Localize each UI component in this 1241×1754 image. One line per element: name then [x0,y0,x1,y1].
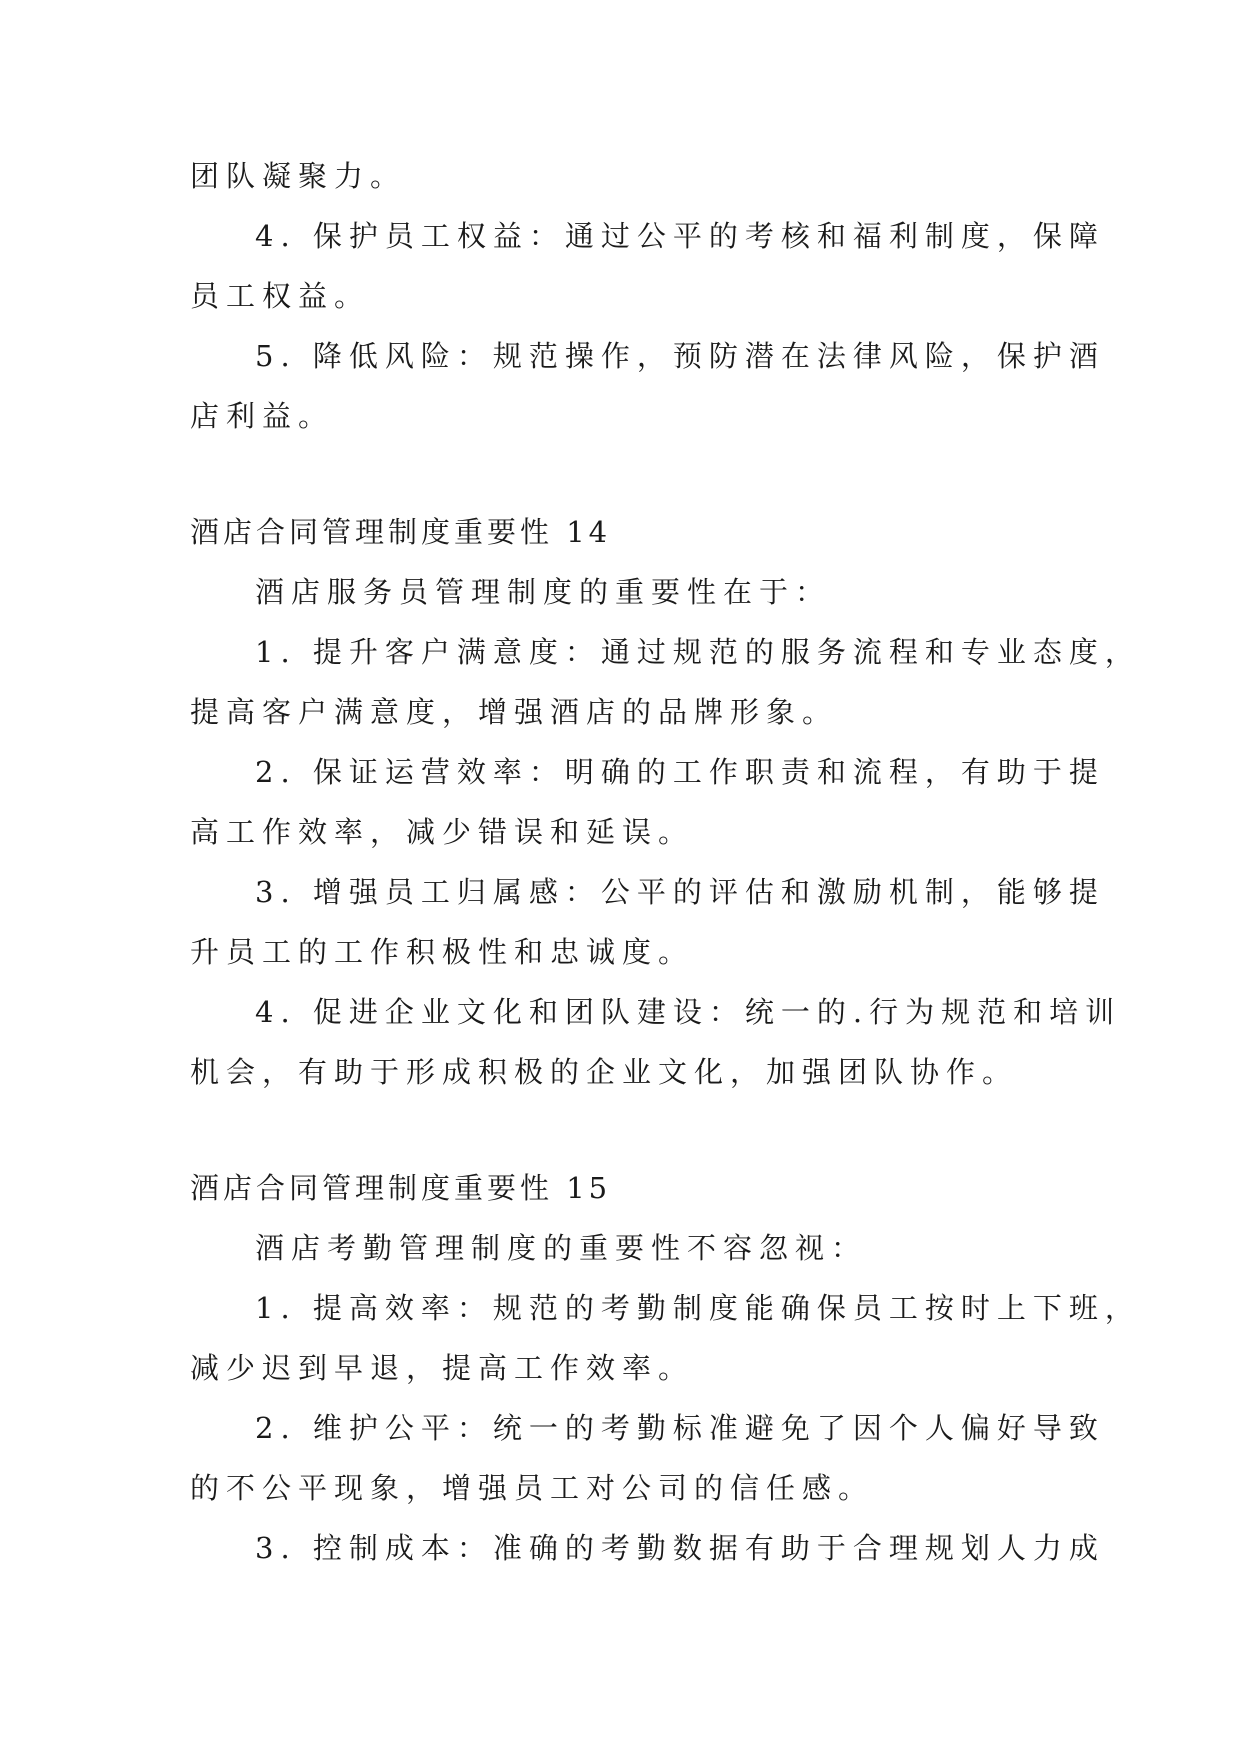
list-item-line: 1. 提升客户满意度：通过规范的服务流程和专业态度， [255,635,1141,669]
list-item-line: 5. 降低风险：规范操作，预防潜在法律风险，保护酒 [255,339,1105,373]
paragraph-line: 团队凝聚力。 [190,159,407,193]
paragraph-line: 减少迟到早退，提高工作效率。 [190,1351,695,1385]
paragraph-line: 机会，有助于形成积极的企业文化，加强团队协作。 [190,1055,1019,1089]
list-item-line: 2. 维护公平：统一的考勤标准避免了因个人偏好导致 [255,1411,1105,1445]
paragraph-line: 高工作效率，减少错误和延误。 [190,815,695,849]
list-item-line: 4. 促进企业文化和团队建设：统一的.行为规范和培训 [255,995,1122,1029]
paragraph-line: 提高客户满意度，增强酒店的品牌形象。 [190,695,839,729]
section-intro: 酒店考勤管理制度的重要性不容忽视： [255,1231,868,1265]
list-item-line: 1. 提高效率：规范的考勤制度能确保员工按时上下班， [255,1291,1141,1325]
paragraph-line: 员工权益。 [190,279,371,313]
paragraph-line: 升员工的工作积极性和忠诚度。 [190,935,695,969]
list-item-line: 3. 控制成本：准确的考勤数据有助于合理规划人力成 [255,1531,1105,1565]
section-heading-15: 酒店合同管理制度重要性 15 [190,1171,612,1205]
list-item-line: 4. 保护员工权益：通过公平的考核和福利制度，保障 [255,219,1105,253]
list-item-line: 3. 增强员工归属感：公平的评估和激励机制，能够提 [255,875,1105,909]
section-heading-14: 酒店合同管理制度重要性 14 [190,515,612,549]
paragraph-line: 的不公平现象，增强员工对公司的信任感。 [190,1471,875,1505]
section-intro: 酒店服务员管理制度的重要性在于： [255,575,832,609]
list-item-line: 2. 保证运营效率：明确的工作职责和流程，有助于提 [255,755,1105,789]
paragraph-line: 店利益。 [190,399,335,433]
